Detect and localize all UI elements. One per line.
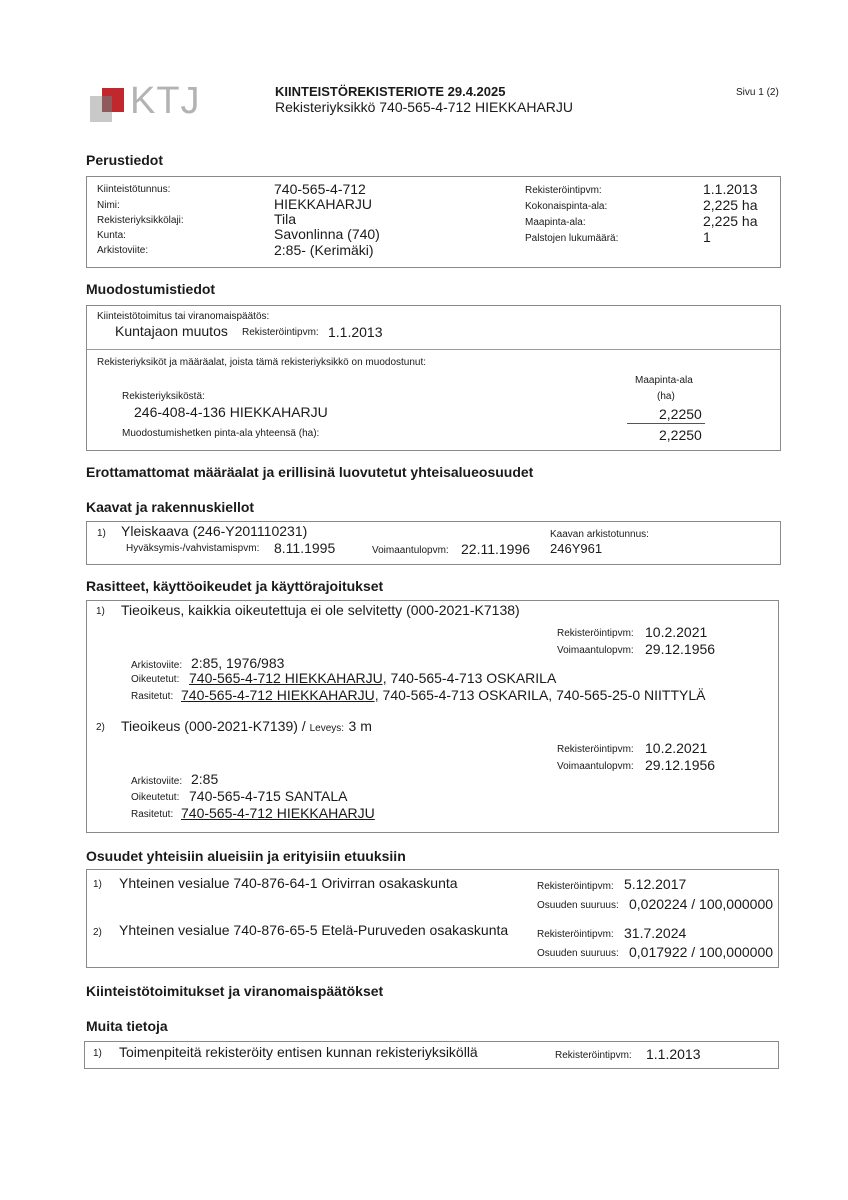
value-kiinteistotunnus: 740-565-4-712 bbox=[274, 181, 366, 197]
kaava-ark-label: Kaavan arkistotunnus: bbox=[550, 529, 649, 540]
muita-reg-value: 1.1.2013 bbox=[646, 1046, 701, 1062]
kaava-voim-label: Voimaantulopvm: bbox=[372, 545, 449, 556]
osuus-2-num: 2) bbox=[93, 927, 102, 938]
total-label: Muodostumishetken pinta-ala yhteensä (ha): bbox=[122, 428, 320, 439]
label-nimi: Nimi: bbox=[97, 200, 120, 211]
osuus-2-title: Yhteinen vesialue 740-876-65-5 Etelä-Puruveden osakaskunta bbox=[119, 922, 509, 938]
kaavat-heading: Kaavat ja rakennuskiellot bbox=[86, 499, 255, 515]
label-kiinteistotunnus: Kiinteistötunnus: bbox=[97, 184, 171, 195]
kaava-hyv-value: 8.11.1995 bbox=[274, 540, 336, 556]
osuus-1-reg-value: 5.12.2017 bbox=[624, 876, 687, 892]
value-kunta: Savonlinna (740) bbox=[274, 226, 380, 242]
rasite-2-ras-label: Rasitetut: bbox=[131, 809, 174, 820]
osuus-1-share-label: Osuuden suuruus: bbox=[537, 900, 619, 911]
toimitus-reg-label: Rekisteröintipvm: bbox=[242, 327, 319, 338]
label-palstojen-lukumaara: Palstojen lukumäärä: bbox=[525, 233, 619, 244]
perustiedot-box bbox=[86, 176, 781, 268]
value-arkistoviite: 2:85- (Kerimäki) bbox=[274, 242, 374, 258]
total-value: 2,2250 bbox=[659, 427, 702, 443]
kaava-ark-value: 246Y961 bbox=[550, 541, 603, 556]
osuus-2-share-value: 0,017922 / 100,000000 bbox=[629, 944, 774, 960]
muodostumistiedot-divider bbox=[86, 349, 781, 350]
value-kokonaispinta-ala: 2,225 ha bbox=[703, 197, 758, 213]
muita-num: 1) bbox=[93, 1048, 102, 1059]
from-area: 2,2250 bbox=[659, 406, 702, 422]
toimitus-reg-value: 1.1.2013 bbox=[328, 324, 383, 340]
rasite-1-title: Tieoikeus, kaikkia oikeutettuja ei ole selvitetty (000-2021-K7138) bbox=[121, 602, 520, 618]
from-label: Rekisteriyksiköstä: bbox=[122, 391, 205, 402]
toimitus-value: Kuntajaon muutos bbox=[115, 323, 228, 339]
document-title: KIINTEISTÖREKISTERIOTE 29.4.2025 bbox=[275, 84, 506, 99]
kaava-hyv-label: Hyväksymis-/vahvistamispvm: bbox=[126, 543, 260, 554]
muodostuminen-desc: Rekisteriyksiköt ja määräalat, joista tämä rekisteriyksikkö on muodostunut: bbox=[97, 357, 427, 368]
muita-reg-label: Rekisteröintipvm: bbox=[555, 1050, 632, 1061]
from-value: 246-408-4-136 HIEKKAHARJU bbox=[134, 404, 328, 420]
rasite-2-ark-label: Arkistoviite: bbox=[131, 776, 183, 787]
rasite-1-num: 1) bbox=[96, 606, 105, 617]
rasite-1-oik-rest: 740-565-4-713 OSKARILA bbox=[386, 670, 557, 686]
kaava-num: 1) bbox=[97, 528, 106, 539]
muita-title: Toimenpiteitä rekisteröity entisen kunnan rekisteriyksiköllä bbox=[119, 1044, 478, 1060]
rasite-1-voim-value: 29.12.1956 bbox=[645, 641, 716, 657]
toimitukset-heading: Kiinteistötoimitukset ja viranomaispäätökset bbox=[86, 983, 384, 999]
value-nimi: HIEKKAHARJU bbox=[274, 196, 373, 212]
rasite-1-ark-value: 2:85, 1976/983 bbox=[191, 655, 285, 671]
osuudet-heading: Osuudet yhteisiin alueisiin ja erityisiin etuuksiin bbox=[86, 848, 406, 864]
rasite-2-width-label: Leveys: bbox=[309, 723, 345, 734]
rasite-1-voim-label: Voimaantulopvm: bbox=[557, 645, 634, 656]
rasite-1-reg-label: Rekisteröintipvm: bbox=[557, 628, 634, 639]
kaava-voim-value: 22.11.1996 bbox=[461, 541, 531, 557]
page-number: Sivu 1 (2) bbox=[736, 87, 779, 98]
maapinta-ala-col-head: Maapinta-ala bbox=[635, 375, 693, 386]
value-palstojen-lukumaara: 1 bbox=[703, 229, 711, 245]
rasite-1-oik-linked[interactable]: 740-565-4-712 HIEKKAHARJU, bbox=[189, 670, 387, 686]
osuus-1-reg-label: Rekisteröintipvm: bbox=[537, 881, 614, 892]
document-subtitle: Rekisteriyksikkö 740-565-4-712 HIEKKAHARJU bbox=[275, 99, 573, 115]
osuus-1-share-value: 0,020224 / 100,000000 bbox=[629, 896, 774, 912]
rasite-2-title: Tieoikeus (000-2021-K7139) / bbox=[121, 718, 310, 734]
label-rekisteriyksikkolaji: Rekisteriyksikkölaji: bbox=[97, 215, 184, 226]
value-rekisterointipvm: 1.1.2013 bbox=[703, 181, 758, 197]
value-rekisteriyksikkolaji: Tila bbox=[274, 211, 297, 227]
rasite-1-ark-label: Arkistoviite: bbox=[131, 660, 183, 671]
logo-text: KTJ bbox=[130, 80, 201, 122]
rasite-1-ras-linked[interactable]: 740-565-4-712 HIEKKAHARJU, bbox=[181, 687, 379, 703]
rasite-1-reg-value: 10.2.2021 bbox=[645, 624, 708, 640]
toimitus-label: Kiinteistötoimitus tai viranomaispäätös: bbox=[97, 311, 270, 322]
osuus-2-share-label: Osuuden suuruus: bbox=[537, 948, 619, 959]
rasite-2-ras-linked[interactable]: 740-565-4-712 HIEKKAHARJU bbox=[181, 805, 375, 821]
rasite-2-oik-value: 740-565-4-715 SANTALA bbox=[189, 788, 348, 804]
rasite-2-oik-label: Oikeutetut: bbox=[131, 792, 180, 803]
rasite-1-oik-values bbox=[189, 670, 556, 686]
rasite-1-ras-label: Rasitetut: bbox=[131, 691, 174, 702]
erottamattomat-heading: Erottamattomat määräalat ja erillisinä luovutetut yhteisalueosuudet bbox=[86, 464, 534, 480]
rasite-2-title-line bbox=[121, 718, 372, 736]
kaava-title: Yleiskaava (246-Y201110231) bbox=[121, 523, 308, 539]
rasite-1-ras-values bbox=[181, 687, 706, 703]
value-maapinta-ala: 2,225 ha bbox=[703, 213, 758, 229]
maapinta-ala-col-unit: (ha) bbox=[657, 391, 675, 402]
label-rekisterointipvm: Rekisteröintipvm: bbox=[525, 185, 602, 196]
rasite-1-oik-label: Oikeutetut: bbox=[131, 674, 180, 685]
osuus-2-reg-label: Rekisteröintipvm: bbox=[537, 929, 614, 940]
rasite-1-ras-rest: 740-565-4-713 OSKARILA, 740-565-25-0 NIITTYLÄ bbox=[378, 687, 706, 703]
rasite-2-reg-label: Rekisteröintipvm: bbox=[557, 744, 634, 755]
perustiedot-heading: Perustiedot bbox=[86, 152, 164, 168]
rasite-2-reg-value: 10.2.2021 bbox=[645, 740, 708, 756]
label-arkistoviite: Arkistoviite: bbox=[97, 245, 149, 256]
area-sum-line bbox=[627, 423, 705, 424]
rasite-2-num: 2) bbox=[96, 722, 105, 733]
muodostumistiedot-heading: Muodostumistiedot bbox=[86, 281, 216, 297]
rasitteet-heading: Rasitteet, käyttöoikeudet ja käyttörajoitukset bbox=[86, 578, 384, 594]
ktj-logo bbox=[90, 82, 200, 124]
rasite-2-ark-value: 2:85 bbox=[191, 771, 219, 787]
muita-heading: Muita tietoja bbox=[86, 1018, 168, 1034]
rasite-2-width-value: 3 m bbox=[348, 718, 372, 734]
osuus-1-title: Yhteinen vesialue 740-876-64-1 Orivirran osakaskunta bbox=[119, 875, 458, 891]
osuus-1-num: 1) bbox=[93, 879, 102, 890]
rasite-2-voim-label: Voimaantulopvm: bbox=[557, 761, 634, 772]
osuus-2-reg-value: 31.7.2024 bbox=[624, 925, 687, 941]
rasite-2-voim-value: 29.12.1956 bbox=[645, 757, 716, 773]
label-kokonaispinta-ala: Kokonaispinta-ala: bbox=[525, 201, 608, 212]
label-maapinta-ala: Maapinta-ala: bbox=[525, 217, 586, 228]
label-kunta: Kunta: bbox=[97, 230, 126, 241]
